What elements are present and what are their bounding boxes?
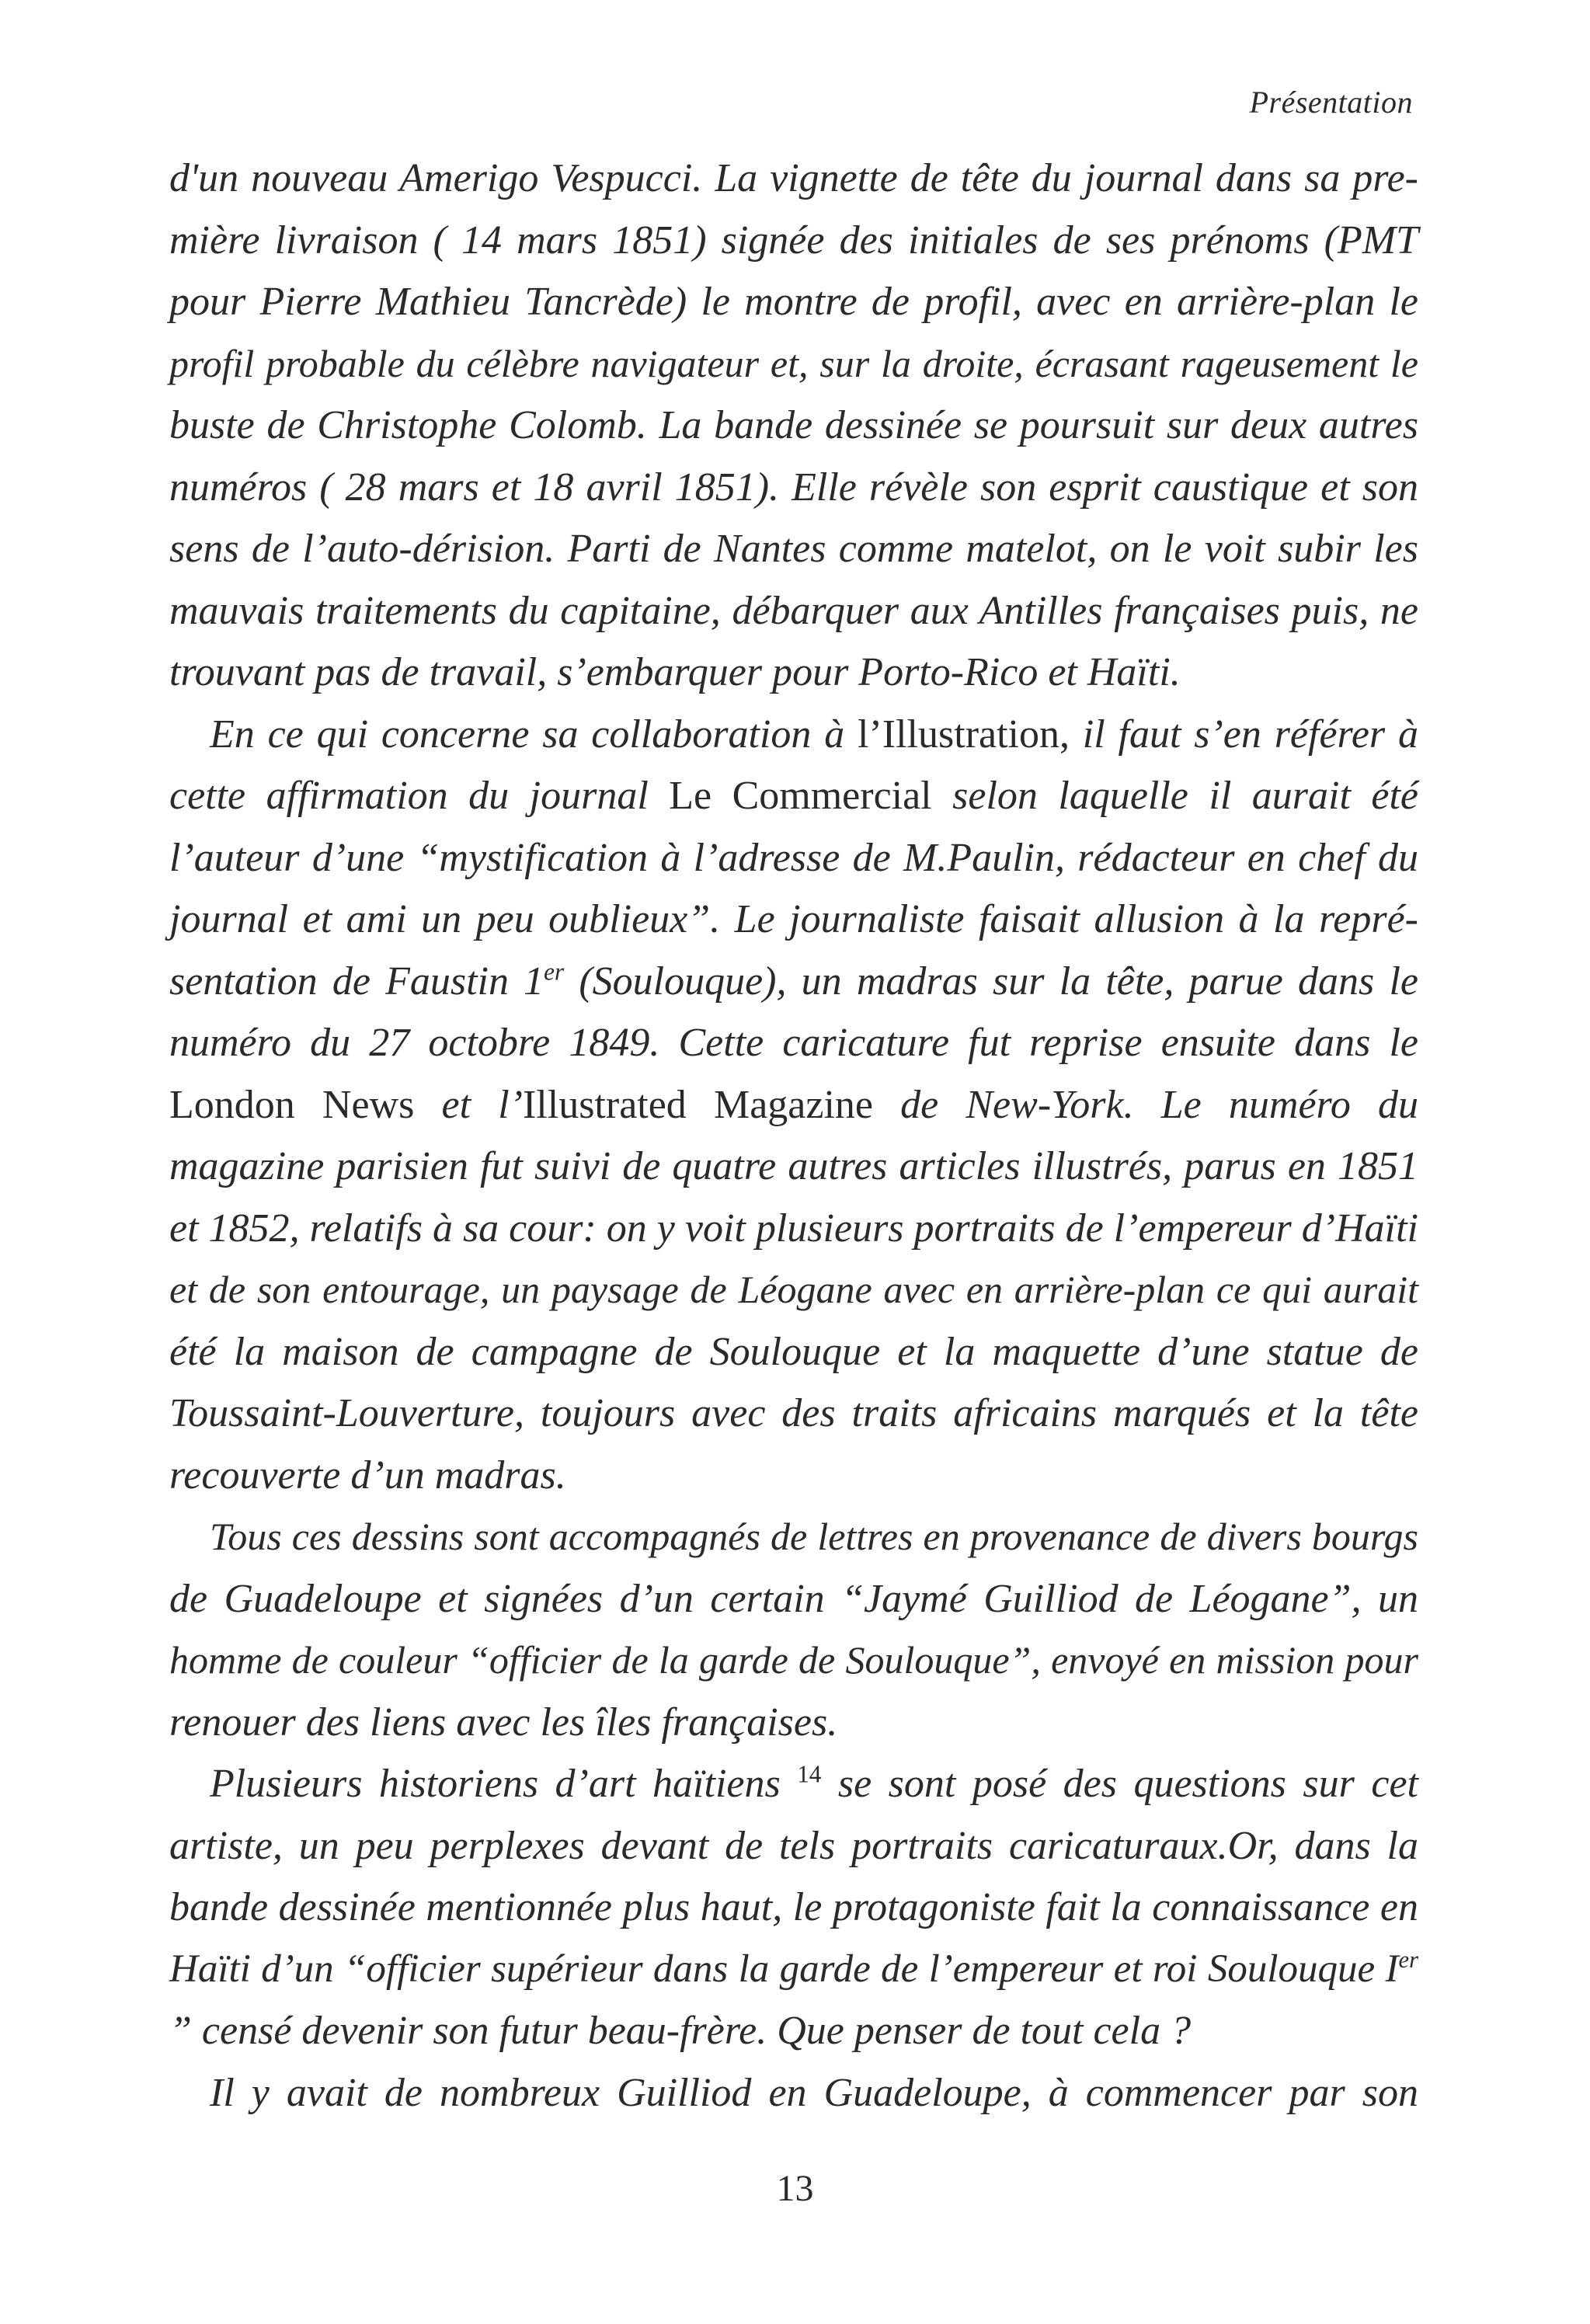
periodical-title: l’Illustration, bbox=[858, 711, 1070, 757]
text-line: recouverte d’un madras. bbox=[169, 1452, 566, 1498]
text-segment: Plusieurs historiens d’art haïtiens bbox=[210, 1762, 798, 1806]
text-line: pour Pierre Mathieu Tancrède) le montre de profil, avec en arrière-plan le bbox=[169, 280, 1418, 324]
text-segment: l’ bbox=[498, 1082, 523, 1127]
superscript: er bbox=[544, 958, 565, 986]
text-line: Il y avait de nombreux Guilliod en Guadeloupe, à commencer par son bbox=[210, 2070, 1418, 2115]
text-segment: et bbox=[414, 1082, 499, 1127]
text-line: mauvais traitements du capitaine, débarquer aux Antilles françaises puis, ne bbox=[169, 588, 1418, 633]
periodical-title: Illustrated Magazine bbox=[522, 1082, 873, 1127]
text-line: l’auteur d’une “mystification à l’adresse de M.Paulin, rédacteur en chef du bbox=[169, 835, 1418, 880]
page-number: 13 bbox=[776, 2168, 814, 2209]
text-line: magazine parisien fut suivi de quatre autres articles illustrés, parus en 1851 bbox=[169, 1144, 1418, 1188]
text-line: trouvant pas de travail, s’embarquer pour Porto-Rico et Haïti. bbox=[169, 650, 1181, 694]
text-line: et de son entourage, un paysage de Léogane avec en arrière-plan ce qui aurait bbox=[169, 1268, 1418, 1311]
body-text bbox=[169, 148, 1418, 2124]
periodical-title: London News bbox=[169, 1082, 415, 1127]
superscript: er bbox=[1398, 1946, 1418, 1973]
text-line bbox=[169, 704, 1418, 766]
periodical-title: Le Commercial bbox=[669, 774, 932, 818]
text-line: mière livraison ( 14 mars 1851) signée des initiales de ses prénoms (PMT bbox=[169, 217, 1418, 263]
text-line: numéro du 27 octobre 1849. Cette caricature fut reprise ensuite dans le bbox=[169, 1021, 1418, 1065]
text-line: renouer des liens avec les îles françaises. bbox=[169, 1700, 838, 1745]
text-segment: selon laquelle il aurait été bbox=[931, 774, 1418, 818]
footnote-ref[interactable]: 14 bbox=[797, 1760, 822, 1788]
text-line: homme de couleur “officier de la garde de Soulouque”, envoyé en mission pour bbox=[169, 1638, 1418, 1682]
text-line: et 1852, relatifs à sa cour: on y voit plusieurs portraits de l’empereur d’Haïti bbox=[169, 1205, 1418, 1251]
text-line: sens de l’auto-dérision. Parti de Nantes comme matelot, on le voit subir les bbox=[169, 527, 1418, 571]
text-line: buste de Christophe Colomb. La bande dessinée se poursuit sur deux autres bbox=[169, 403, 1418, 447]
text-line: journal et ami un peu oublieux”. Le journaliste faisait allusion à la repré- bbox=[169, 897, 1418, 941]
text-segment: de New-York. Le numéro du bbox=[872, 1082, 1419, 1127]
text-line: ” censé devenir son futur beau-frère. Que penser de tout cela ? bbox=[169, 2009, 1192, 2053]
text-segment: En ce qui concerne sa collaboration à bbox=[210, 711, 858, 757]
text-line: Toussaint-Louverture, toujours avec des traits africains marqués et la tête bbox=[169, 1391, 1418, 1435]
text-segment: Haïti d’un “officier supérieur dans la garde de l’empereur et roi Soulouque I bbox=[169, 1947, 1399, 1991]
running-head: Présentation bbox=[1249, 85, 1413, 120]
text-line: bande dessinée mentionnée plus haut, le protagoniste fait la connaissance en bbox=[169, 1885, 1418, 1929]
text-segment: se sont posé des questions sur cet bbox=[821, 1762, 1418, 1806]
text-line bbox=[169, 1074, 1418, 1136]
text-line: profil probable du célèbre navigateur et, sur la droite, écrasant rageusement le bbox=[169, 341, 1418, 385]
text-line: numéros ( 28 mars et 18 avril 1851). Elle révèle son esprit caustique et son bbox=[169, 464, 1418, 510]
text-line: Tous ces dessins sont accompagnés de lettres en provenance de divers bourgs bbox=[210, 1515, 1418, 1558]
text-line bbox=[169, 1939, 1418, 2001]
text-segment: (Soulouque), un madras sur la tête, parue dans le bbox=[564, 958, 1418, 1004]
text-segment: il faut s’en référer à bbox=[1069, 711, 1418, 757]
text-line: été la maison de campagne de Soulouque et la maquette d’une statue de bbox=[169, 1329, 1418, 1374]
text-line bbox=[169, 951, 1418, 1013]
text-line bbox=[169, 1753, 1418, 1815]
text-segment: sentation de Faustin 1 bbox=[169, 958, 544, 1004]
text-line bbox=[169, 765, 1418, 827]
text-line: de Guadeloupe et signées d’un certain “Jaymé Guilliod de Léogane”, un bbox=[169, 1576, 1418, 1621]
text-line: d'un nouveau Amerigo Vespucci. La vignette de tête du journal dans sa pre- bbox=[169, 156, 1418, 200]
text-line: artiste, un peu perplexes devant de tels portraits caricaturaux.Or, dans la bbox=[169, 1823, 1418, 1868]
text-segment: cette affirmation du journal bbox=[169, 774, 670, 818]
